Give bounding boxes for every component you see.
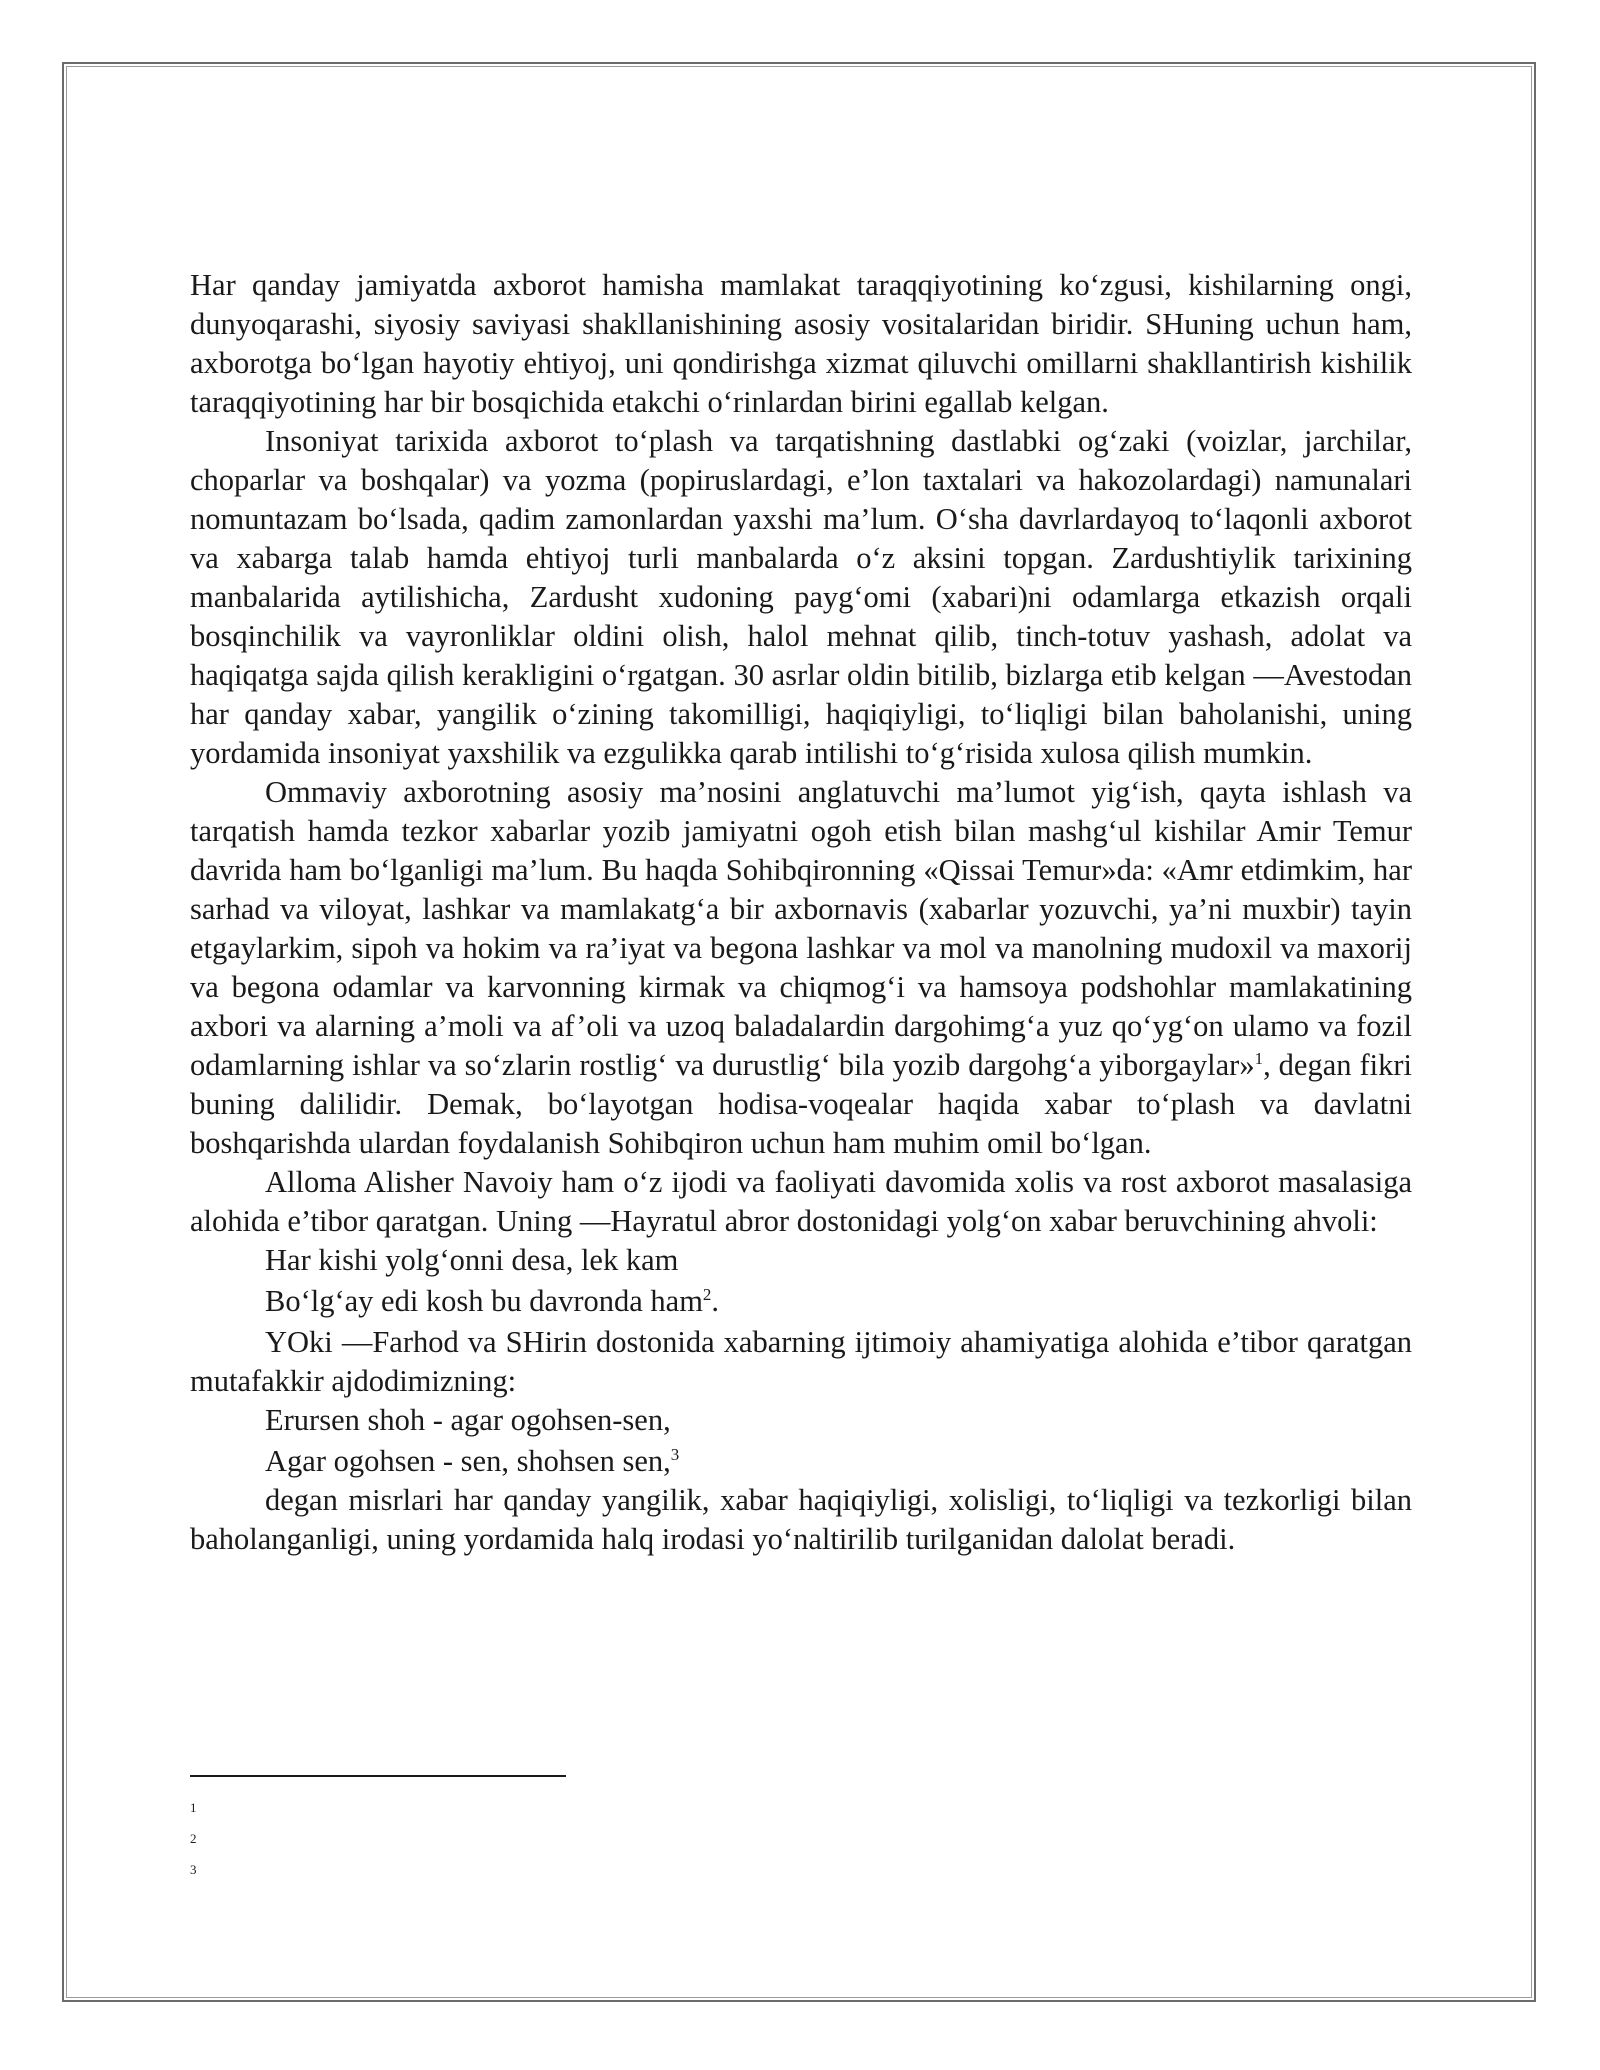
- footnote-number: 3: [190, 1862, 197, 1877]
- footnote-ref-2: 2: [702, 1284, 712, 1304]
- verse-line-end: .: [711, 1284, 720, 1318]
- footnote-ref-1: 1: [1254, 1048, 1264, 1068]
- footnote-ref-3: 3: [670, 1444, 680, 1464]
- verse-line: Har kishi yolgʻonni desa, lek kam: [265, 1243, 679, 1277]
- verse-line: [190, 1442, 1412, 1481]
- paragraph-farhod-shirin: YOki ―Farhod va SHirin dostonida xabarning ijtimoiy ahamiyatiga alohida e’tibor qaratgan mutafakkir ajdodimizning:: [190, 1325, 1412, 1398]
- paragraph-conclusion: degan misrlari har qanday yangilik, xabar haqiqiyligi, xolisligi, toʻliqligi va tezkorligi bilan baholanganligi, uning yordamida halq irodasi yoʻnaltirilib turilganidan dalolat beradi.: [190, 1483, 1412, 1556]
- verse-line-text: Agar ogohsen - sen, shohsen sen,: [265, 1444, 671, 1478]
- footnote-number: 1: [190, 1800, 197, 1815]
- footnote-number: 2: [190, 1831, 197, 1846]
- footnote-separator: [190, 1775, 566, 1777]
- paragraph-intro: Har qanday jamiyatda axborot hamisha mamlakat taraqqiyotining koʻzgusi, kishilarning ongi, dunyoqarashi, siyosiy saviyasi shakllanishining asosiy vositalaridan biridir. SHuning uchun ham, axborotga boʻlgan hayotiy ehtiyoj, uni qondirishga xizmat qiluvchi omillarni shakllantirish kishilik taraqqiyotining har bir bosqichida etakchi oʻrinlardan birini egallab kelgan.: [190, 268, 1412, 419]
- document-body: [190, 266, 1412, 1559]
- verse-line: Erursen shoh - agar ogohsen-sen,: [265, 1403, 671, 1437]
- paragraph-amir-temur-text: Ommaviy axborotning asosiy ma’nosini anglatuvchi ma’lumot yigʻish, qayta ishlash va tarqatish hamda tezkor xabarlar yozib jamiyatni ogoh etish bilan mashgʻul kishilar Amir Temur davrida ham boʻlganligi ma’lum. Bu haqda Sohibqironning «Qissai Temur»da: «Amr etdimkim, har sarhad va viloyat, lashkar va mamlakatgʻa bir axbornavis (xabarlar yozuvchi, ya’ni muxbir) tayin etgaylarkim, sipoh va hokim va ra’iyat va begona lashkar va mol va manolning mudoxil va maxorij va begona odamlar va karvonning kirmak va chiqmogʻi va hamsoya podshohlar mamlakatining axbori va alarning a’moli va af’oli va uzoq baladalardin dargohimgʻa yuz qoʻygʻon ulamo va fozil odamlarning ishlar va soʻzlarin rostligʻ va durustligʻ bila yozib dargohgʻa yiborgaylar»: [190, 775, 1412, 1082]
- verse-line: [190, 1282, 1412, 1321]
- verse-line-text: Boʻlgʻay edi kosh bu davronda ham: [265, 1284, 703, 1318]
- paragraph-navoiy: Alloma Alisher Navoiy ham oʻz ijodi va faoliyati davomida xolis va rost axborot masalasiga alohida e’tibor qaratgan. Uning ―Hayratul abror dostonidagi yolgʻon xabar beruvchining ahvoli:: [190, 1165, 1412, 1238]
- paragraph-history: Insoniyat tarixida axborot toʻplash va tarqatishning dastlabki ogʻzaki (voizlar, jarchilar, choparlar va boshqalar) va yozma (popiruslardagi, e’lon taxtalari va hakozolardagi) namunalari nomuntazam boʻlsada, qadim zamonlardan yaxshi ma’lum. Oʻsha davrlardayoq toʻlaqonli axborot va xabarga talab hamda ehtiyoj turli manbalarda oʻz aksini topgan. Zardushtiylik tarixining manbalarida aytilishicha, Zardusht xudoning paygʻomi (xabari)ni odamlarga etkazish orqali bosqinchilik va vayronliklar oldini olish, halol mehnat qilib, tinch-totuv yashash, adolat va haqiqatga sajda qilish kerakligini oʻrgatgan. 30 asrlar oldin bitilib, bizlarga etib kelgan ―Avestodan har qanday xabar, yangilik oʻzining takomilligi, haqiqiyligi, toʻliqligi bilan baholanishi, uning yordamida insoniyat yaxshilik va ezgulikka qarab intilishi toʻgʻrisida xulosa qilish mumkin.: [190, 424, 1412, 770]
- paragraph-amir-temur-tail: , degan fikri buning dalilidir. Demak, boʻlayotgan hodisa-voqealar haqida xabar toʻplash va davlatni boshqarishda ulardan foydalanish Sohibqiron uchun ham muhim omil boʻlgan.: [190, 1048, 1412, 1160]
- footnotes: [190, 1792, 197, 1885]
- paragraph-amir-temur: [190, 773, 1412, 1163]
